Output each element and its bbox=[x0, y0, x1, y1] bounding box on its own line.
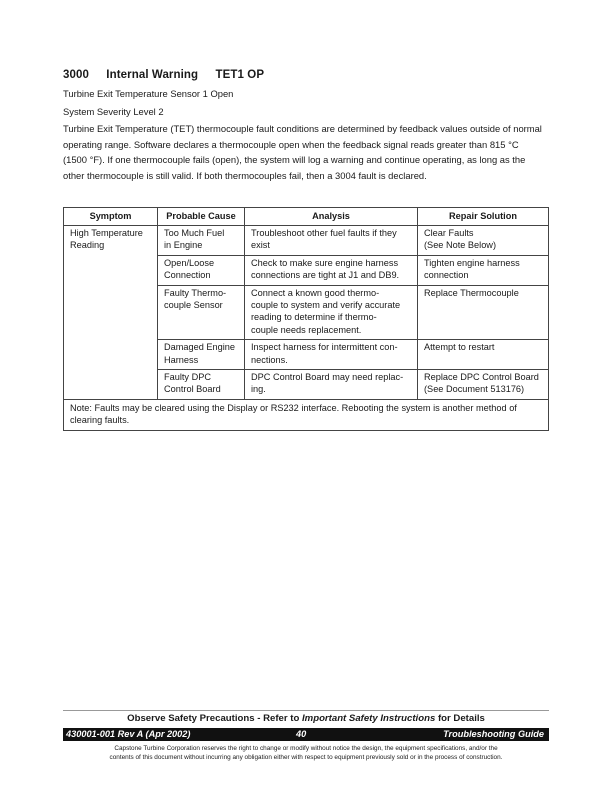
cause-cell bbox=[158, 255, 245, 285]
table-note-row bbox=[64, 399, 549, 430]
analysis-line: exist bbox=[251, 240, 270, 251]
cause-line: in Engine bbox=[164, 240, 203, 251]
cause-line: Faulty Thermo- bbox=[164, 287, 227, 298]
analysis-line: Connect a known good thermo- bbox=[251, 287, 380, 298]
safety-notice bbox=[0, 713, 612, 724]
fault-subtitle: Turbine Exit Temperature Sensor 1 Open bbox=[63, 88, 234, 99]
analysis-line: connections are tight at J1 and DB9. bbox=[251, 270, 400, 281]
repair-cell bbox=[418, 370, 549, 400]
footer-divider bbox=[63, 710, 549, 711]
repair-cell bbox=[418, 340, 549, 370]
analysis-line: Check to make sure engine harness bbox=[251, 257, 399, 268]
analysis-line: nections. bbox=[251, 354, 288, 365]
cause-cell bbox=[158, 285, 245, 340]
cause-line: Control Board bbox=[164, 384, 221, 395]
header-repair-solution: Repair Solution bbox=[418, 208, 549, 226]
table-row bbox=[64, 226, 549, 256]
footer-bar bbox=[63, 728, 549, 741]
fault-tag: TET1 OP bbox=[215, 69, 265, 81]
repair-line: (See Note Below) bbox=[424, 240, 497, 251]
paragraph-line: Turbine Exit Temperature (TET) thermocouple fault conditions are determined by feedback values outside of normal bbox=[63, 123, 542, 134]
header-probable-cause: Probable Cause bbox=[158, 208, 245, 226]
analysis-line: DPC Control Board may need replac- bbox=[251, 372, 404, 383]
repair-cell bbox=[418, 255, 549, 285]
troubleshooting-table bbox=[63, 207, 549, 431]
header-symptom: Symptom bbox=[64, 208, 158, 226]
analysis-cell bbox=[245, 340, 418, 370]
analysis-cell bbox=[245, 255, 418, 285]
cause-cell bbox=[158, 370, 245, 400]
table-header-row bbox=[64, 208, 549, 226]
legal-disclaimer bbox=[63, 744, 549, 762]
analysis-line: Troubleshoot other fuel faults if they bbox=[251, 228, 397, 238]
page-number: 40 bbox=[296, 729, 307, 739]
cause-line: Damaged Engine bbox=[164, 342, 235, 353]
paragraph-line: (1500 °F). If one thermocouple fails (open), the system will log a warning and continue operating, as long as the bbox=[63, 154, 526, 166]
analysis-line: Inspect harness for intermittent con- bbox=[251, 342, 398, 353]
symptom-cell bbox=[64, 226, 158, 400]
fault-heading bbox=[63, 69, 264, 81]
cause-line: Connection bbox=[164, 270, 211, 281]
analysis-line: ing. bbox=[251, 384, 266, 395]
repair-line: Clear Faults bbox=[424, 228, 474, 238]
analysis-cell bbox=[245, 370, 418, 400]
analysis-line: couple to system and verify accurate bbox=[251, 300, 401, 311]
repair-line: (See Document 513176) bbox=[424, 384, 525, 395]
document-number: 430001-001 Rev A (Apr 2002) bbox=[66, 729, 191, 739]
cause-line: Faulty DPC bbox=[164, 372, 211, 383]
analysis-line: couple needs replacement. bbox=[251, 324, 362, 335]
severity-level: System Severity Level 2 bbox=[63, 106, 164, 117]
safety-text-suffix: for Details bbox=[435, 713, 485, 724]
disclaimer-line: Capstone Turbine Corporation reserves the right to change or modify without notice the design, the equipment specifications, and/or the bbox=[114, 745, 498, 752]
safety-text-prefix: Observe Safety Precautions - Refer to bbox=[127, 713, 303, 724]
analysis-cell bbox=[245, 285, 418, 340]
note-line: Note: Faults may be cleared using the Display or RS232 interface. Rebooting the system is another method of bbox=[70, 402, 517, 413]
repair-line: connection bbox=[424, 270, 469, 281]
repair-line: Replace DPC Control Board bbox=[424, 372, 539, 383]
symptom-line: Reading bbox=[70, 240, 105, 251]
repair-cell bbox=[418, 285, 549, 340]
table-note bbox=[64, 399, 549, 430]
cause-line: Open/Loose bbox=[164, 257, 215, 268]
paragraph-line: other thermocouple is still valid. If both thermocouples fail, then a 3004 fault is declared. bbox=[63, 169, 427, 181]
cause-line: Too Much Fuel bbox=[164, 228, 225, 238]
cause-cell bbox=[158, 340, 245, 370]
fault-code: 3000 bbox=[63, 69, 89, 81]
cause-line: Harness bbox=[164, 354, 199, 365]
analysis-cell bbox=[245, 226, 418, 256]
repair-line: Attempt to restart bbox=[424, 342, 495, 353]
safety-instructions-reference: Important Safety Instructions bbox=[302, 713, 436, 724]
symptom-line: High Temperature bbox=[70, 228, 143, 238]
header-analysis: Analysis bbox=[245, 208, 418, 226]
fault-name: Internal Warning bbox=[106, 69, 199, 81]
section-title: Troubleshooting Guide bbox=[443, 729, 544, 739]
repair-cell bbox=[418, 226, 549, 256]
paragraph-line: operating range. Software declares a thermocouple open when the feedback signal reads greater than 815 °C bbox=[63, 138, 519, 150]
analysis-line: reading to determine if thermo- bbox=[251, 312, 377, 323]
description-paragraph bbox=[63, 121, 549, 183]
disclaimer-line: contents of this document without incurring any obligation either with respect to equipment previously sold or in the process of construction. bbox=[109, 754, 503, 761]
cause-cell bbox=[158, 226, 245, 256]
note-line: clearing faults. bbox=[70, 415, 130, 426]
repair-line: Tighten engine harness bbox=[424, 257, 520, 268]
repair-line: Replace Thermocouple bbox=[424, 287, 519, 298]
cause-line: couple Sensor bbox=[164, 300, 223, 311]
